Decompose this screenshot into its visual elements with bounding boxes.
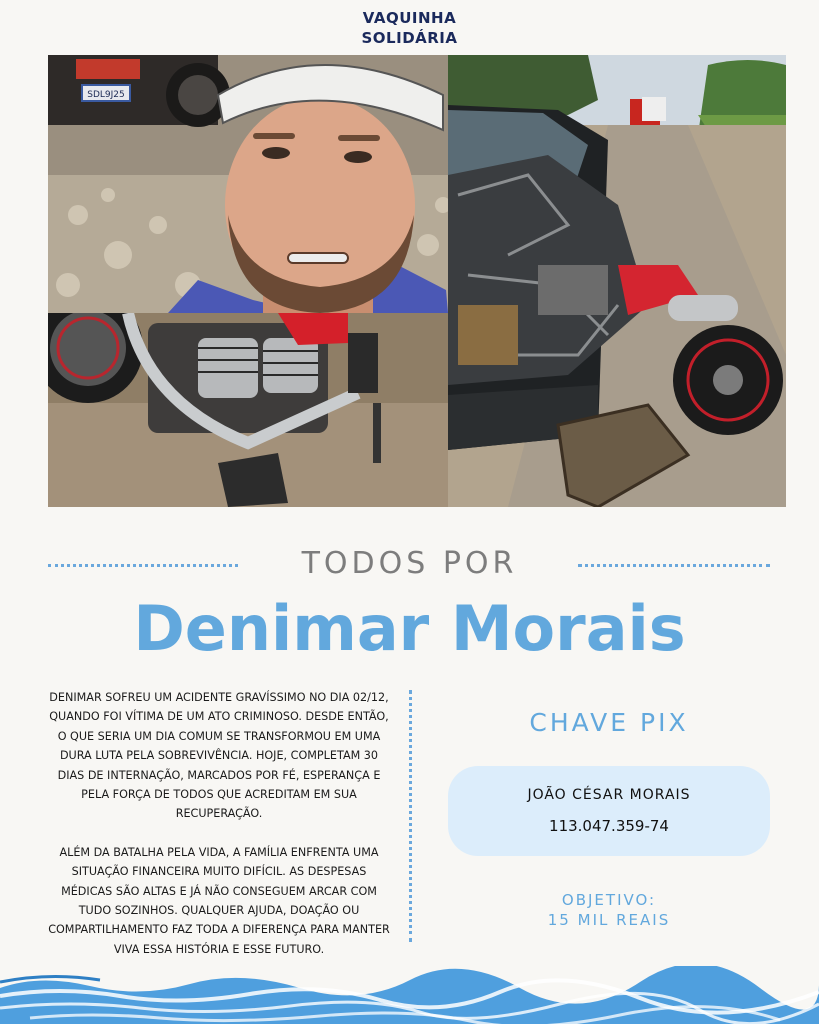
decorative-waves: [0, 966, 819, 1024]
vertical-divider: [409, 690, 412, 942]
story-paragraph-1: DENIMAR SOFREU UM ACIDENTE GRAVÍSSIMO NO DIA 02/12, QUANDO FOI VÍTIMA DE UM ATO CRIMINOSO. DESDE ENTÃO, O QUE SERIA UM DIA COMUM SE TRANSFORMOU EM UMA DURA LUTA PELA SOBREVIVÊNCIA. HOJE, COMPLETAM 30 DIAS DE INTERNAÇÃO, MARCADOS POR FÉ, ESPERANÇA E PELA FORÇA DE TODOS QUE ACREDITAM EM SUA RECUPERAÇÃO.: [49, 691, 389, 821]
campaign-title-line1: VAQUINHA: [362, 9, 457, 27]
pix-heading: CHAVE PIX: [529, 708, 689, 737]
story-text: [46, 688, 392, 959]
goal-value: 15 MIL REAIS: [547, 911, 671, 929]
campaign-title: [0, 8, 819, 48]
headline-name: Denimar Morais: [133, 592, 686, 665]
headline-lead: TODOS POR: [301, 546, 518, 581]
pix-holder-name: JOÃO CÉSAR MORAIS: [527, 787, 691, 803]
car-crash-photo: [448, 55, 786, 507]
campaign-title-line2: SOLIDÁRIA: [361, 29, 458, 47]
selfie-photo: [48, 55, 448, 313]
motorcycle-wreck-photo: [48, 313, 448, 507]
story-paragraph-2: ALÉM DA BATALHA PELA VIDA, A FAMÍLIA ENFRENTA UMA SITUAÇÃO FINANCEIRA MUITO DIFÍCIL. AS DESPESAS MÉDICAS SÃO ALTAS E JÁ NÃO CONSEGUEM ARCAR COM TUDO SOZINHOS. QUALQUER AJUDA, DOAÇÃO OU COMPARTILHAMENTO FAZ TODA A DIFERENÇA PARA MANTER VIVA ESSA HISTÓRIA E ESSE FUTURO.: [48, 845, 390, 956]
goal-label: OBJETIVO:: [561, 891, 657, 909]
license-plate-text: SDL9J25: [87, 90, 125, 100]
pix-key: 113.047.359-74: [549, 817, 669, 835]
pix-card: [448, 766, 770, 856]
